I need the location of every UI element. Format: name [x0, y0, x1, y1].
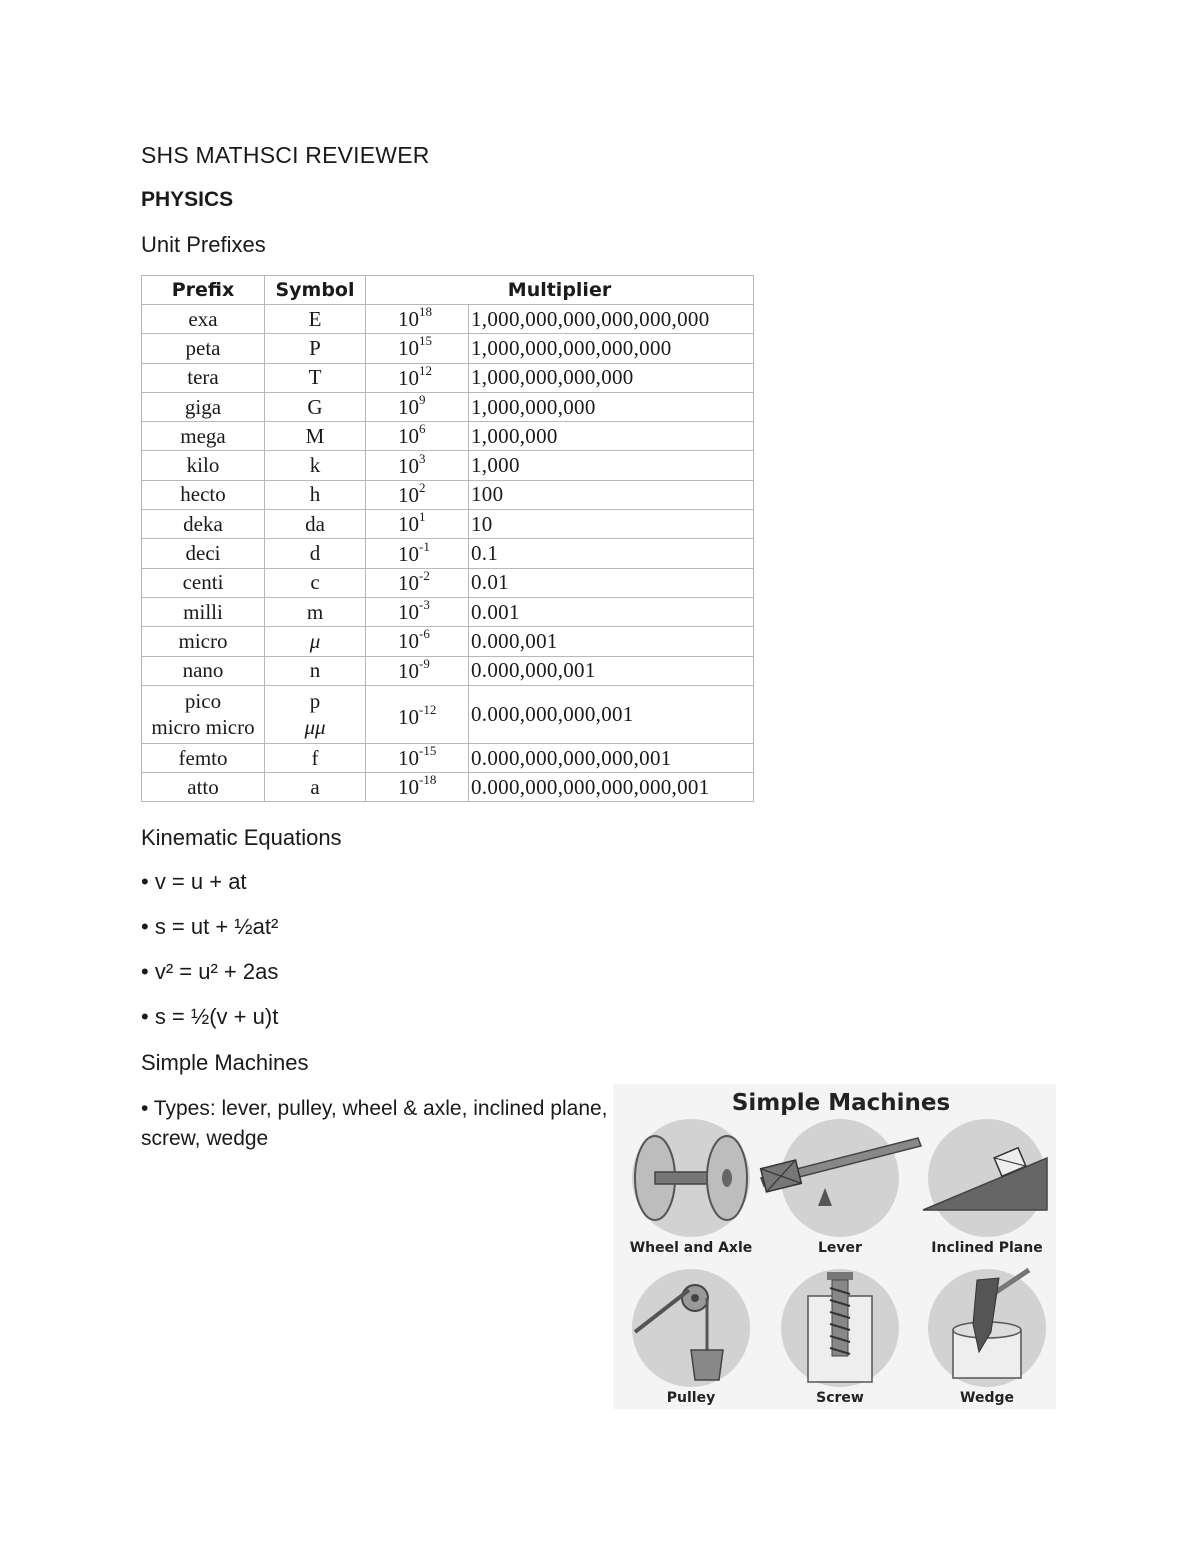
cell-power — [366, 363, 469, 392]
power-exponent: -3 — [419, 597, 430, 613]
table-row — [142, 773, 754, 802]
cell-symbol — [265, 656, 366, 685]
power-base: 10 — [398, 629, 419, 654]
symbol: μ — [309, 628, 321, 653]
multiplier-value: 1,000,000,000,000 — [471, 365, 634, 390]
simple-machines-types: • Types: lever, pulley, wheel & axle, inclined plane, screw, wedge — [141, 1097, 608, 1150]
symbol-alt: μμ — [304, 715, 326, 740]
kinematic-equations-heading: Kinematic Equations — [141, 825, 342, 850]
cell-prefix — [142, 539, 265, 568]
simple-machines-illustration — [613, 1084, 1056, 1409]
table-row — [142, 305, 754, 334]
cell-symbol — [265, 597, 366, 626]
header-multiplier: Multiplier — [366, 276, 754, 305]
prefix-name: nano — [182, 658, 224, 683]
header-symbol: Symbol — [265, 276, 366, 305]
power-base: 10 — [398, 600, 419, 625]
power-base: 10 — [398, 658, 419, 683]
table-row — [142, 627, 754, 656]
prefix-name: pico — [184, 689, 222, 714]
cell-prefix — [142, 656, 265, 685]
power-base: 10 — [398, 541, 419, 566]
prefix-name: kilo — [186, 453, 220, 478]
label-wheel-axle: Wheel and Axle — [629, 1240, 753, 1256]
table-row — [142, 510, 754, 539]
multiplier-value: 1,000 — [471, 453, 520, 478]
cell-multiplier — [469, 627, 754, 656]
cell-multiplier — [469, 451, 754, 480]
prefix-name: mega — [180, 423, 226, 448]
power-base: 10 — [398, 336, 419, 361]
prefix-name: tera — [187, 365, 219, 390]
symbol: M — [305, 423, 325, 448]
multiplier-value: 0.000,000,001 — [471, 658, 596, 683]
label-lever: Lever — [818, 1240, 862, 1256]
header-prefix: Prefix — [142, 276, 265, 305]
cell-power — [366, 451, 469, 480]
cell-power — [366, 656, 469, 685]
prefix-name-alt: micro micro — [151, 715, 255, 740]
unit-prefix-table — [141, 275, 754, 802]
multiplier-value: 1,000,000,000,000,000 — [471, 335, 672, 360]
cell-symbol — [265, 422, 366, 451]
cell-power — [366, 392, 469, 421]
prefix-name: centi — [182, 570, 224, 595]
cell-symbol — [265, 685, 366, 743]
multiplier-value: 0.1 — [471, 541, 499, 566]
multiplier-value: 1,000,000,000 — [471, 394, 596, 419]
power-exponent: 18 — [419, 304, 432, 320]
power-base: 10 — [398, 453, 419, 478]
symbol: p — [309, 689, 321, 714]
multiplier-value: 0.000,000,000,000,000,001 — [471, 774, 710, 799]
cell-multiplier — [469, 656, 754, 685]
symbol: da — [305, 511, 325, 536]
cell-multiplier — [469, 422, 754, 451]
power-exponent: -9 — [419, 655, 430, 671]
table-body — [142, 305, 754, 802]
power-exponent: -12 — [419, 701, 437, 717]
power-exponent: -18 — [419, 772, 437, 788]
power-base: 10 — [398, 775, 419, 800]
power-exponent: 12 — [419, 362, 432, 378]
symbol: n — [309, 658, 321, 683]
power-exponent: 9 — [419, 392, 426, 408]
table-row — [142, 656, 754, 685]
cell-prefix — [142, 305, 265, 334]
cell-power — [366, 480, 469, 509]
power-exponent: -6 — [419, 626, 430, 642]
table-row — [142, 568, 754, 597]
cell-prefix — [142, 685, 265, 743]
label-pulley: Pulley — [666, 1390, 716, 1406]
multiplier-value: 1,000,000 — [471, 423, 558, 448]
cell-symbol — [265, 539, 366, 568]
symbol: k — [309, 453, 321, 478]
cell-power — [366, 510, 469, 539]
cell-multiplier — [469, 334, 754, 363]
cell-power — [366, 685, 469, 743]
prefix-name: hecto — [180, 482, 226, 507]
cell-power — [366, 422, 469, 451]
cell-multiplier — [469, 568, 754, 597]
table-row — [142, 334, 754, 363]
equation-3: • v² = u² + 2as — [141, 959, 279, 984]
cell-prefix — [142, 451, 265, 480]
power-exponent: -2 — [419, 567, 430, 583]
multiplier-value: 0.000,000,000,000,001 — [471, 745, 672, 770]
prefix-name: giga — [184, 394, 222, 419]
multiplier-value: 0.000,000,000,001 — [471, 702, 634, 727]
cell-symbol — [265, 451, 366, 480]
cell-multiplier — [469, 685, 754, 743]
cell-prefix — [142, 627, 265, 656]
cell-prefix — [142, 773, 265, 802]
cell-multiplier — [469, 743, 754, 772]
prefix-name: deci — [185, 541, 221, 566]
power-exponent: -15 — [419, 743, 437, 758]
table-header-row — [142, 276, 754, 305]
symbol: E — [308, 306, 322, 331]
power-exponent: 15 — [419, 333, 432, 349]
symbol: m — [306, 599, 324, 624]
multiplier-value: 100 — [471, 482, 504, 507]
cell-multiplier — [469, 305, 754, 334]
power-base: 10 — [398, 365, 419, 390]
cell-symbol — [265, 392, 366, 421]
cell-prefix — [142, 568, 265, 597]
illustration-title: Simple Machines — [731, 1090, 951, 1116]
prefix-name: deka — [183, 511, 223, 536]
cell-prefix — [142, 363, 265, 392]
multiplier-value: 1,000,000,000,000,000,000 — [471, 306, 710, 331]
label-inclined-plane: Inclined Plane — [931, 1240, 1043, 1256]
prefix-name: micro — [178, 628, 228, 653]
cell-prefix — [142, 510, 265, 539]
cell-power — [366, 743, 469, 772]
cell-multiplier — [469, 363, 754, 392]
table-row — [142, 743, 754, 772]
cell-power — [366, 334, 469, 363]
cell-power — [366, 597, 469, 626]
cell-prefix — [142, 422, 265, 451]
equation-1: • v = u + at — [141, 869, 247, 894]
cell-symbol — [265, 480, 366, 509]
power-base: 10 — [398, 482, 419, 507]
table-row — [142, 392, 754, 421]
symbol: P — [309, 335, 321, 360]
power-base: 10 — [398, 424, 419, 449]
table-row — [142, 480, 754, 509]
cell-multiplier — [469, 510, 754, 539]
cell-multiplier — [469, 773, 754, 802]
equation-2: • s = ut + ½at² — [141, 914, 279, 939]
multiplier-value: 10 — [471, 511, 493, 536]
power-exponent: 3 — [419, 450, 426, 466]
cell-symbol — [265, 510, 366, 539]
multiplier-value: 0.001 — [471, 599, 520, 624]
label-wedge: Wedge — [960, 1390, 1014, 1406]
cell-power — [366, 568, 469, 597]
cell-power — [366, 305, 469, 334]
power-exponent: 1 — [419, 509, 426, 525]
cell-prefix — [142, 480, 265, 509]
prefix-name: femto — [178, 745, 228, 770]
prefix-name: peta — [185, 335, 221, 360]
table-row — [142, 451, 754, 480]
power-base: 10 — [398, 570, 419, 595]
prefix-name: exa — [188, 306, 218, 331]
cell-symbol — [265, 773, 366, 802]
table-row — [142, 597, 754, 626]
symbol: c — [310, 570, 320, 595]
cell-multiplier — [469, 539, 754, 568]
cell-symbol — [265, 743, 366, 772]
cell-prefix — [142, 334, 265, 363]
cell-multiplier — [469, 392, 754, 421]
prefix-name: atto — [187, 774, 219, 799]
cell-power — [366, 627, 469, 656]
cell-power — [366, 539, 469, 568]
cell-symbol — [265, 627, 366, 656]
cell-symbol — [265, 334, 366, 363]
cell-symbol — [265, 305, 366, 334]
cell-prefix — [142, 597, 265, 626]
cell-prefix — [142, 743, 265, 772]
equation-4: • s = ½(v + u)t — [141, 1004, 279, 1029]
symbol: d — [309, 541, 321, 566]
symbol: h — [309, 482, 321, 507]
table-row — [142, 539, 754, 568]
document-title: SHS MATHSCI REVIEWER — [141, 142, 430, 168]
cell-symbol — [265, 363, 366, 392]
power-exponent: 2 — [419, 479, 426, 495]
symbol: G — [307, 394, 323, 419]
power-base: 10 — [398, 395, 419, 420]
power-base: 10 — [398, 746, 419, 770]
table-row — [142, 422, 754, 451]
multiplier-value: 0.000,001 — [471, 628, 558, 653]
label-screw: Screw — [816, 1390, 864, 1406]
multiplier-value: 0.01 — [471, 570, 509, 595]
power-base: 10 — [398, 512, 419, 537]
symbol: f — [311, 745, 319, 770]
cell-power — [366, 773, 469, 802]
cell-prefix — [142, 392, 265, 421]
cell-multiplier — [469, 480, 754, 509]
symbol: T — [308, 365, 322, 390]
prefix-name: milli — [183, 599, 223, 624]
simple-machines-heading: Simple Machines — [141, 1050, 309, 1075]
power-base: 10 — [398, 307, 419, 332]
cell-multiplier — [469, 597, 754, 626]
unit-prefixes-heading: Unit Prefixes — [141, 232, 266, 257]
symbol: a — [310, 774, 320, 799]
cell-symbol — [265, 568, 366, 597]
power-base: 10 — [398, 704, 419, 729]
table-row — [142, 363, 754, 392]
table-row — [142, 685, 754, 743]
power-exponent: -1 — [419, 538, 430, 554]
power-exponent: 6 — [419, 421, 426, 437]
section-title-physics: PHYSICS — [141, 188, 234, 211]
